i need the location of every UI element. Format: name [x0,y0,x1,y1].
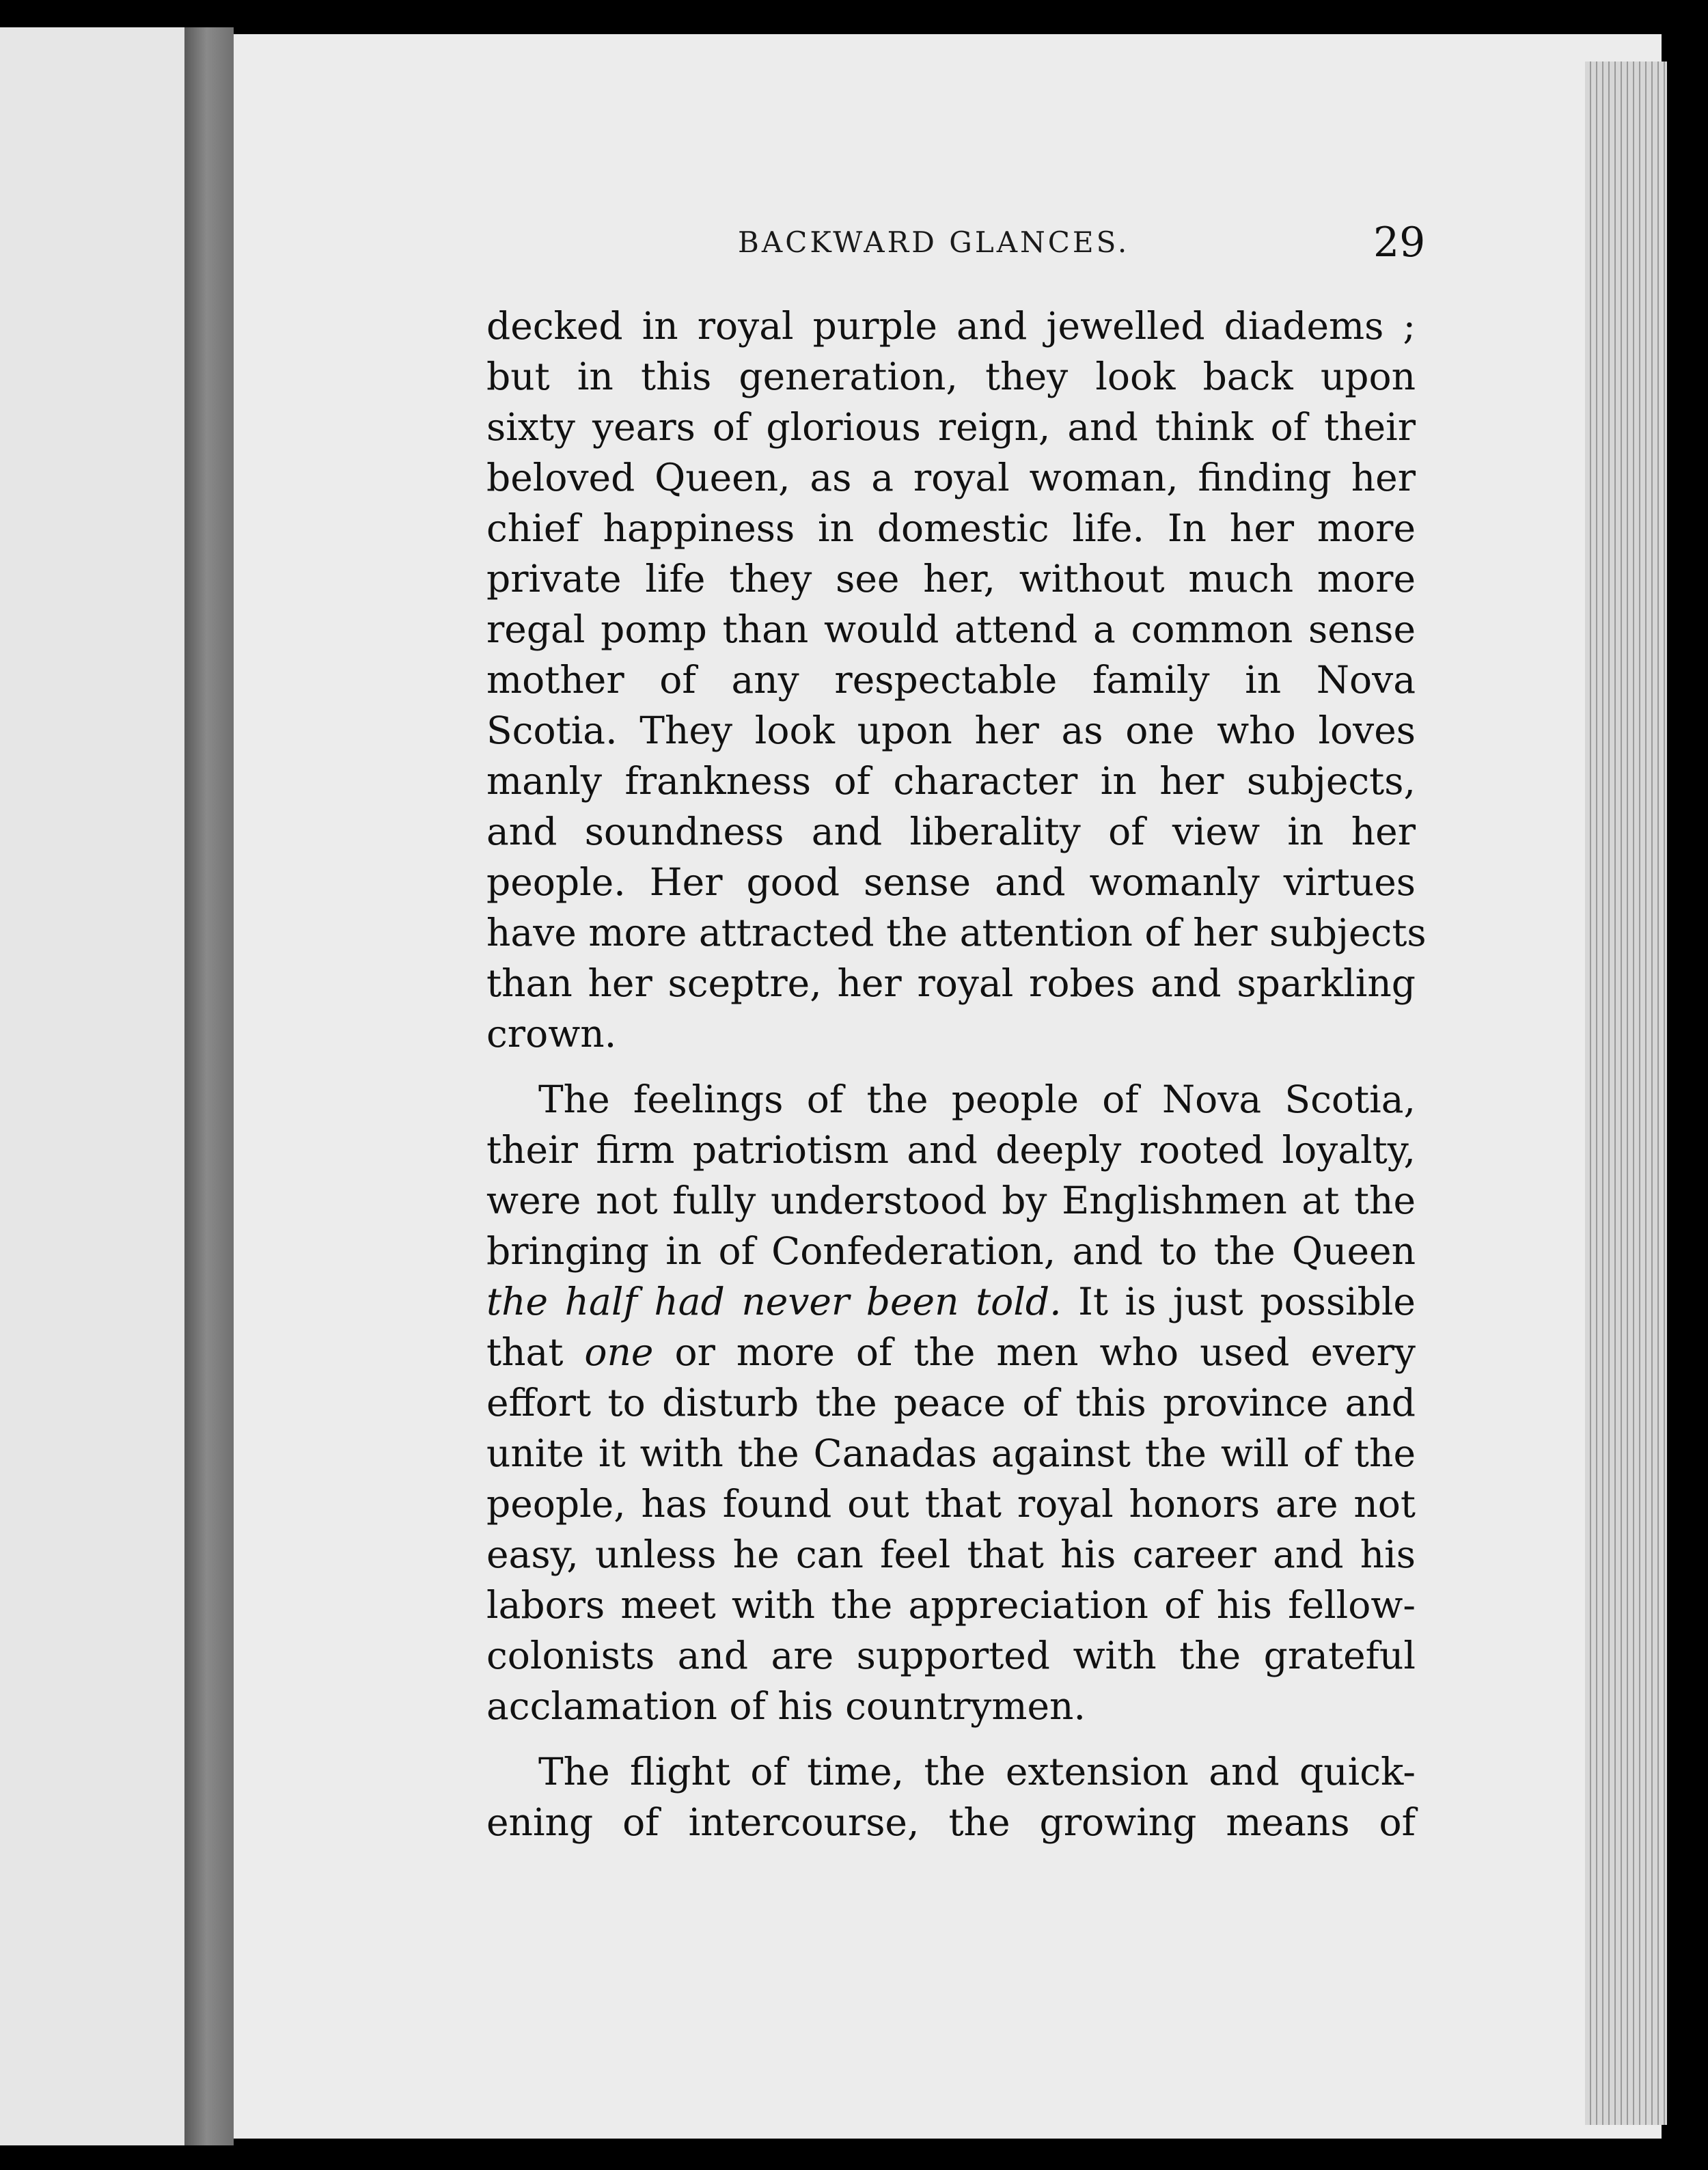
text-line: The flight of time, the extension and quick- [538,1750,1416,1794]
text-line [486,1276,1416,1327]
text-run: It is just possible [1061,1280,1416,1323]
text-line: crown. [486,1012,617,1056]
text-line: acclamation of his countrymen. [486,1684,1086,1728]
text-line: unite it with the Canadas against the will of the [486,1431,1416,1475]
text-line: but in this generation, they look back upon [486,355,1416,398]
paragraph-1 [486,301,1427,1059]
italic-word: one [584,1330,654,1374]
text-line: labors meet with the appreciation of his fellow- [486,1583,1416,1627]
text-line: colonists and are supported with the grateful [486,1634,1416,1677]
text-line: chief happiness in domestic life. In her more [486,506,1416,550]
text-line: people. Her good sense and womanly virtues [486,860,1416,904]
text-line: have more attracted the attention of her subjects [486,911,1427,954]
text-line: than her sceptre, her royal robes and sparkling [486,961,1416,1005]
text-line: mother of any respectable family in Nova [486,658,1416,702]
text-run: that [486,1330,585,1374]
body-text [486,301,1427,1848]
text-line: private life they see her, without much more [486,557,1416,601]
italic-phrase: the half had never been told. [486,1280,1062,1323]
left-page [0,27,184,2145]
text-line: effort to disturb the peace of this province and [486,1381,1416,1425]
text-line: easy, unless he can feel that his career and his [486,1533,1416,1576]
paragraph-2 [486,1074,1416,1731]
text-line: regal pomp than would attend a common sense [486,607,1416,651]
book-gutter [184,27,234,2145]
text-line: sixty years of glorious reign, and think of their [486,405,1416,449]
page-number: 29 [1373,219,1426,266]
text-line: decked in royal purple and jewelled diadems ; [486,304,1416,348]
text-line: The feelings of the people of Nova Scotia, [538,1077,1416,1121]
page-edges [1585,61,1667,2125]
text-line: were not fully understood by Englishmen at the [486,1179,1416,1222]
text-line [486,1327,1416,1377]
text-line: ening of intercourse, the growing means of [486,1800,1416,1844]
text-run: or more of the men who used every [653,1330,1416,1374]
text-line: manly frankness of character in her subjects, [486,759,1416,803]
text-line: bringing in of Confederation, and to the Queen [486,1229,1416,1273]
text-line: beloved Queen, as a royal woman, finding her [486,456,1416,499]
text-line: and soundness and liberality of view in her [486,810,1416,853]
running-head: BACKWARD GLANCES. [738,225,1130,259]
text-line: their firm patriotism and deeply rooted loyalty, [486,1128,1416,1172]
text-line: people, has found out that royal honors are not [486,1482,1416,1526]
text-line: Scotia. They look upon her as one who loves [486,709,1416,752]
paragraph-3 [486,1746,1416,1848]
